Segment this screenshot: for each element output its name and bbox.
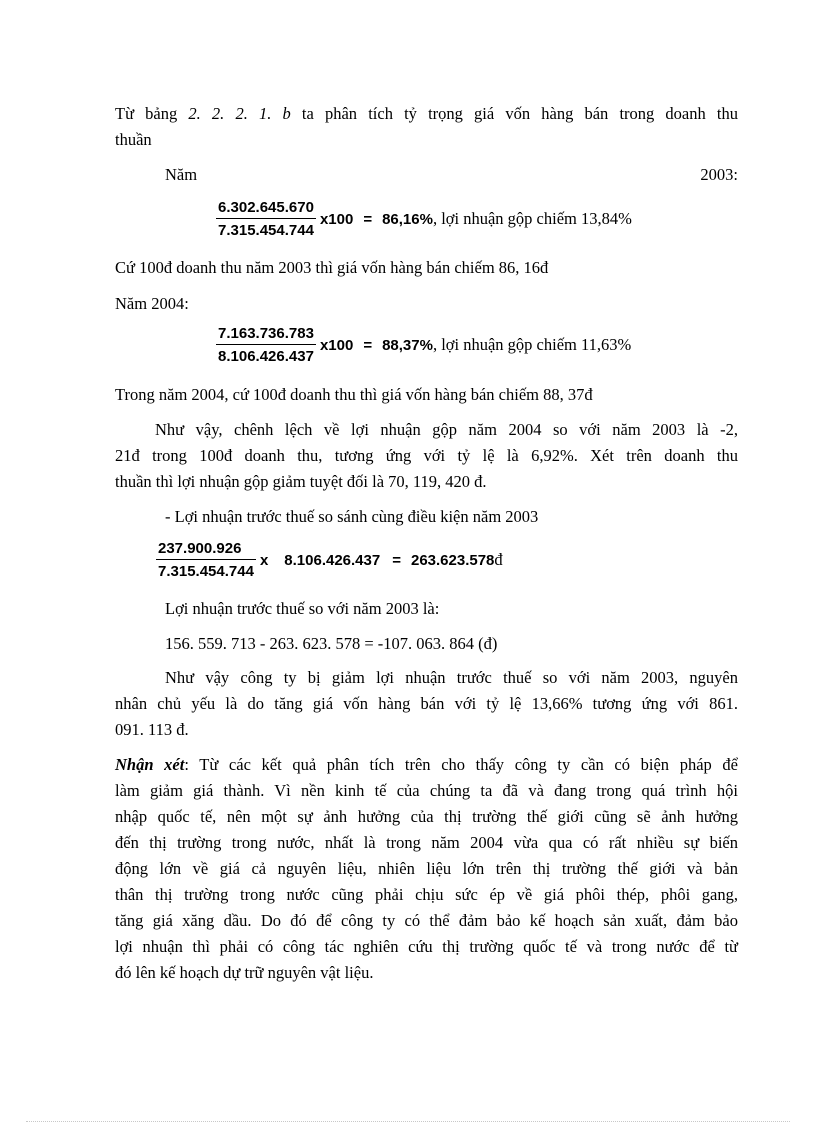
remark-line3: nhập quốc tế, nên một sự ảnh hưởng của thị trường thế giới cũng sẽ ảnh hưởng — [115, 807, 738, 826]
gross-profit-note: , lợi nhuận gộp chiếm 11,63% — [432, 335, 632, 354]
remark-line1 — [115, 755, 738, 775]
bullet-pretax-profit: - Lợi nhuận trước thuế so sánh cùng điều kiện năm 2003 — [165, 507, 539, 526]
para1-line2: thuần — [115, 130, 152, 149]
denominator: 7.315.454.744 — [218, 222, 314, 239]
para2-line1: Như vậy, chênh lệch về lợi nhuận gộp năm 2004 so với năm 2003 là -2, — [155, 420, 738, 439]
remark-label: Nhận xét — [115, 755, 185, 774]
fraction — [216, 199, 316, 239]
denominator: 7.315.454.744 — [158, 563, 254, 580]
para1-line1 — [115, 104, 738, 124]
para2-line3: thuần thì lợi nhuận gộp giảm tuyệt đối là 70, 119, 420 đ. — [115, 472, 487, 491]
multiplier: x — [259, 551, 269, 569]
formula-2004 — [216, 325, 631, 365]
para3-line2: nhân chủ yếu là do tăng giá vốn hàng bán với tỷ lệ 13,66% tương ứng với 861. — [115, 694, 738, 713]
numerator: 237.900.926 — [156, 540, 256, 560]
para3-line3: 091. 113 đ. — [115, 720, 189, 739]
multiplicand: 8.106.426.437 — [284, 551, 381, 569]
gross-profit-note: , lợi nhuận gộp chiếm 13,84% — [432, 209, 632, 228]
year-2004-label: Năm 2004: — [115, 294, 189, 313]
table-reference: 2. 2. 2. 1. b — [188, 104, 291, 123]
equals-sign: = — [363, 210, 373, 228]
para2-line2: 21đ trong 100đ doanh thu, tương ứng với tỷ lệ là 6,92%. Xét trên doanh thu — [115, 446, 738, 465]
remark-line6: thân thị trường trong nước cũng phải chịu sức ép về giá phôi thép, phôi gang, — [115, 885, 738, 904]
remark-line4: đến thị trường trong nước, nhất là trong năm 2004 vừa qua có rất nhiều sự biến — [115, 833, 738, 852]
formula-2003 — [216, 199, 632, 239]
para3-line1: Như vậy công ty bị giảm lợi nhuận trước thuế so với năm 2003, nguyên — [165, 668, 738, 687]
multiplier: x100 — [319, 336, 354, 354]
formula-pretax-profit — [156, 540, 503, 580]
fraction — [216, 325, 316, 365]
result-value: 88,37% — [382, 336, 433, 354]
page-footer-rule — [26, 1121, 790, 1122]
remark-line8: lợi nhuận thì phải có công tác nghiên cứu thị trường quốc tế và trong nước để từ — [115, 937, 738, 956]
fraction — [156, 540, 256, 580]
numerator: 6.302.645.670 — [216, 199, 316, 219]
currency-unit: đ — [494, 550, 503, 569]
remark-line5: động lớn về giá cả nguyên liệu, nhiên liệu lớn trên thị trường thế giới và bản — [115, 859, 738, 878]
denominator: 8.106.426.437 — [218, 348, 314, 365]
equals-sign: = — [392, 551, 401, 569]
result-value: 86,16% — [382, 210, 433, 228]
equals-sign: = — [363, 336, 373, 354]
note-2004: Trong năm 2004, cứ 100đ doanh thu thì giá vốn hàng bán chiếm 88, 37đ — [115, 385, 593, 404]
remark-line9: đó lên kế hoạch dự trữ nguyên vật liệu. — [115, 963, 374, 982]
numerator: 7.163.736.783 — [216, 325, 316, 345]
text: : Từ các kết quả phân tích trên cho thấy công ty cần có biện pháp để — [184, 755, 738, 774]
text: Từ bảng — [115, 104, 189, 123]
multiplier: x100 — [319, 210, 354, 228]
compare-calculation: 156. 559. 713 - 263. 623. 578 = -107. 063. 864 (đ) — [165, 634, 498, 653]
note-2003: Cứ 100đ doanh thu năm 2003 thì giá vốn hàng bán chiếm 86, 16đ — [115, 258, 549, 277]
result-value: 263.623.578 — [410, 551, 495, 569]
remark-line2: làm giảm giá thành. Vì nền kinh tế của chúng ta đã và đang trong quá trình hội — [115, 781, 738, 800]
text: ta phân tích tỷ trọng giá vốn hàng bán trong doanh thu — [290, 104, 738, 123]
year-2003-value: 2003: — [700, 165, 738, 184]
year-2003-label: Năm — [165, 165, 198, 184]
compare-label: Lợi nhuận trước thuế so với năm 2003 là: — [165, 599, 440, 618]
remark-line7: tăng giá xăng dầu. Do đó để công ty có thể đảm bảo kế hoạch sản xuất, đảm bảo — [115, 911, 738, 930]
